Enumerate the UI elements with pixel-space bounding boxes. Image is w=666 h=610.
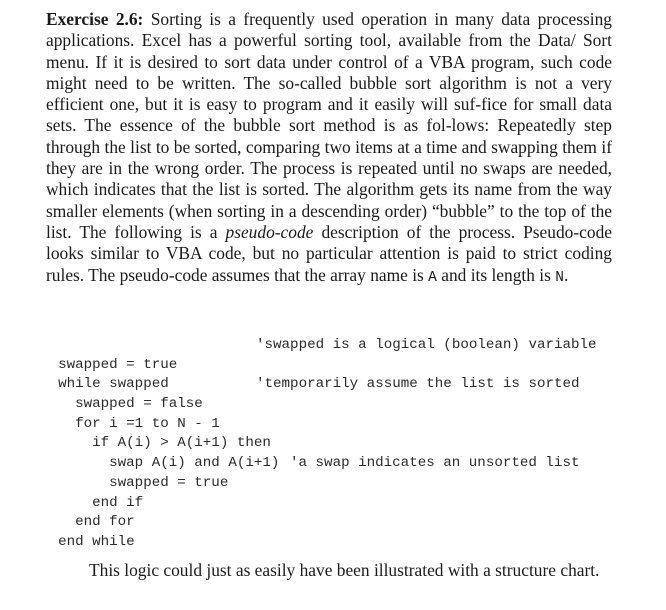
code-line: [24, 415, 654, 452]
code-comment: 'swapped is a logical (boolean) variable: [256, 337, 597, 353]
length-name: N: [555, 269, 564, 286]
code-line: [24, 395, 654, 432]
code-text: swap A(i) and A(i+1): [58, 455, 280, 472]
exercise-intro-text: Sorting is a frequently used operation in many data processing applications. Excel has a powerful sorting tool, available from the Data/ Sort menu. If it is desired to sort data under control of a VBA program, such code might need to be written. The so-called bubble sort algorithm is not a very efficient one, but it is easy to program and it easily will suf-fice for small data sets. The essence of the bubble sort method is as fol-lows: Repeatedly step through the list to be sorted, comparing two items at a time and swapping them if they are in the wrong order. The process is repeated until no swaps are needed, which indicates that the list is sorted. The algorithm gets its name from the way smaller elements (when sorting in a descending order) “bubble” to the top of the list. The following is a: [46, 9, 612, 242]
code-text: while swapped: [58, 376, 169, 393]
code-text: if A(i) > A(i+1) then: [58, 435, 271, 452]
array-name: A: [428, 269, 437, 286]
exercise-end-punct: .: [563, 264, 569, 285]
code-line: [24, 454, 654, 491]
pseudo-code-block: [24, 336, 654, 550]
code-line: [24, 336, 654, 373]
exercise-label: Exercise 2.6:: [46, 9, 144, 29]
code-text: swapped = true: [58, 474, 229, 491]
closing-paragraph: [66, 560, 612, 581]
exercise-paragraph: [46, 9, 612, 289]
exercise-mid-text: description of the process. Pseudo-code looks similar to VBA code, but no particular attention is paid to strict coding rules. The pseudo-code assumes that the array name is: [46, 221, 612, 285]
pseudo-code-term: pseudo-code: [225, 221, 314, 242]
code-text: swapped = true: [58, 356, 178, 373]
exercise-and-text: and its length is: [441, 264, 551, 285]
code-line: [24, 474, 654, 511]
code-comment: 'a swap indicates an unsorted list: [290, 455, 580, 472]
code-text: end while: [58, 533, 135, 550]
code-text: end for: [58, 514, 135, 531]
code-comment: 'temporarily assume the list is sorted: [256, 376, 580, 393]
code-line: [24, 494, 654, 531]
code-line: [24, 513, 654, 550]
code-text: swapped = false: [58, 396, 203, 413]
code-line: [24, 375, 654, 413]
code-text: for i =1 to N - 1: [58, 415, 220, 432]
code-text: end if: [58, 494, 144, 511]
closing-text: This logic could just as easily have been illustrated with a structure chart.: [89, 560, 600, 580]
